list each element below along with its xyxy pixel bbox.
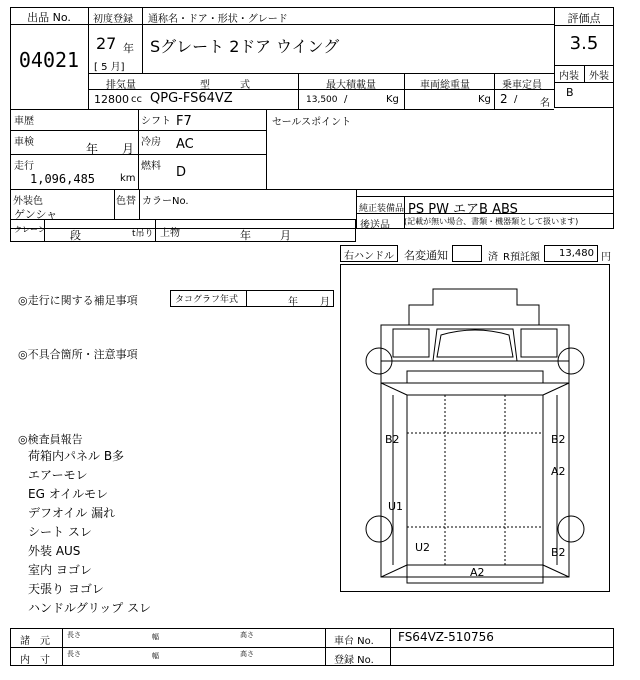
registration-label: 登録 No. (334, 655, 374, 666)
report-line: 荷箱内パネル B多 (28, 449, 125, 463)
ac: AC (176, 137, 194, 152)
year-unit: 年 (123, 42, 134, 55)
crane-label: クレーン (14, 225, 46, 234)
damage-mark: U1 (388, 500, 404, 513)
dims-label: 内 寸 (20, 655, 50, 666)
exterior-label: 外装 (589, 71, 609, 82)
body-year: 年 (240, 229, 251, 242)
height-label: 高さ (240, 650, 254, 658)
crane-lift: t吊り (132, 229, 154, 239)
chassis-label: 車台 No. (334, 636, 374, 647)
inspector-label: ◎検査員報告 (18, 433, 83, 446)
ac-label: 冷房 (141, 137, 161, 148)
steering: 右ハンドル (344, 251, 394, 262)
recycle-unit: 円 (601, 252, 611, 263)
interior-grade: B (566, 86, 574, 99)
displacement: 12800 (94, 93, 129, 106)
recycle-prefix: 済 (488, 252, 498, 263)
recycle-amount: 13,480 (559, 248, 594, 259)
history-label: 車歴 (14, 116, 34, 127)
fuel: D (176, 165, 187, 180)
equipment: PS PW エアB ABS (408, 202, 518, 217)
length-label: 長さ (67, 631, 81, 639)
damage-diagram (340, 264, 610, 592)
crane-row (10, 219, 356, 242)
crane-stage: 段 (70, 229, 81, 242)
inspection-label: 車検 (14, 137, 34, 148)
ext-color: ゲンシャ (14, 208, 58, 221)
first-reg-month: [ 5 月] (94, 62, 125, 73)
mileage: 1,096,485 (30, 172, 96, 186)
capacity-label: 乗車定員 (502, 80, 542, 91)
aftermarket-label: 後送品 (360, 220, 390, 231)
height-label: 高さ (240, 631, 254, 639)
report-line: デフオイル 漏れ (28, 506, 116, 520)
sales-point-label: セールスポイント (272, 117, 352, 128)
travel-notes-label: ◎走行に関する補足事項 (18, 294, 138, 307)
gross-weight-label: 車両総重量 (420, 80, 470, 91)
damage-mark: A2 (551, 465, 566, 478)
color-no-label: カラーNo. (142, 196, 189, 207)
width-label: 幅 (152, 633, 159, 641)
chassis-number: FS64VZ-510756 (398, 630, 494, 644)
max-load: 13,500 (306, 95, 338, 105)
report-line: ハンドルグリップ スレ (28, 601, 152, 615)
recycle-label: R預託額 (503, 252, 540, 263)
inspection-year-unit: 年 (86, 142, 99, 156)
grade-header: 通称名・ドア・形状・グレード (148, 14, 288, 25)
defect-label: ◎不具合箇所・注意事項 (18, 348, 138, 361)
grade: Sグレート 2ドア ウイング (150, 37, 340, 56)
name-change-box (452, 245, 482, 262)
length-label: 長さ (67, 650, 81, 658)
tacho-month: 月 (320, 297, 330, 308)
gross-weight-unit: Kg (478, 94, 491, 105)
mileage-unit: km (120, 173, 136, 184)
report-line: 天張り ヨゴレ (28, 582, 104, 596)
damage-mark: B2 (385, 433, 400, 446)
slash-2: / (514, 94, 518, 105)
report-line: エアーモレ (28, 468, 88, 482)
first-reg-label: 初度登録 (93, 14, 133, 25)
name-change-label: 名変通知 (404, 249, 448, 262)
inspection-month-unit: 月 (122, 142, 135, 156)
capacity: 2 (500, 92, 508, 106)
report-line: 外装 AUS (28, 544, 81, 558)
shift: F7 (176, 114, 192, 129)
first-reg-year: 27 (96, 34, 117, 53)
damage-mark: U2 (415, 541, 431, 554)
model: QPG-FS64VZ (150, 91, 233, 106)
capacity-unit: 名 (540, 98, 550, 109)
lot-number: 04021 (18, 48, 80, 72)
interior-label: 内装 (559, 71, 579, 82)
slash-1: / (344, 94, 348, 105)
ext-color-label: 外装色 (13, 196, 43, 207)
tacho-year: 年 (288, 297, 298, 308)
max-load-label: 最大積載量 (326, 80, 376, 91)
shift-label: シフト (141, 116, 171, 127)
body-label: 上物 (160, 228, 180, 239)
mileage-label: 走行 (14, 161, 34, 172)
report-line: シート スレ (28, 525, 92, 539)
truck-outline (341, 265, 609, 591)
report-line: EG オイルモレ (28, 487, 109, 501)
tacho-label: タコグラフ年式 (175, 295, 239, 305)
score: 3.5 (569, 33, 599, 54)
damage-mark: B2 (551, 433, 566, 446)
body-month: 月 (280, 229, 291, 242)
width-label: 幅 (152, 652, 159, 660)
displacement-unit: cc (131, 94, 142, 105)
specs-label: 諸 元 (20, 636, 50, 647)
aftermarket-note: (記載が無い場合、書類・機器類として扱います) (404, 217, 579, 226)
fuel-label: 燃料 (141, 161, 161, 172)
model-label: 型 式 (200, 80, 250, 91)
displacement-label: 排気量 (106, 80, 136, 91)
lot-label: 出品 No. (27, 11, 71, 24)
report-line: 室内 ヨゴレ (28, 563, 92, 577)
damage-mark: A2 (470, 566, 485, 579)
score-label: 評価点 (567, 12, 601, 25)
color-change-label: 色替 (116, 196, 136, 207)
damage-mark: B2 (551, 546, 566, 559)
equipment-label: 純正装備品 (359, 204, 405, 214)
max-load-unit: Kg (386, 94, 399, 105)
